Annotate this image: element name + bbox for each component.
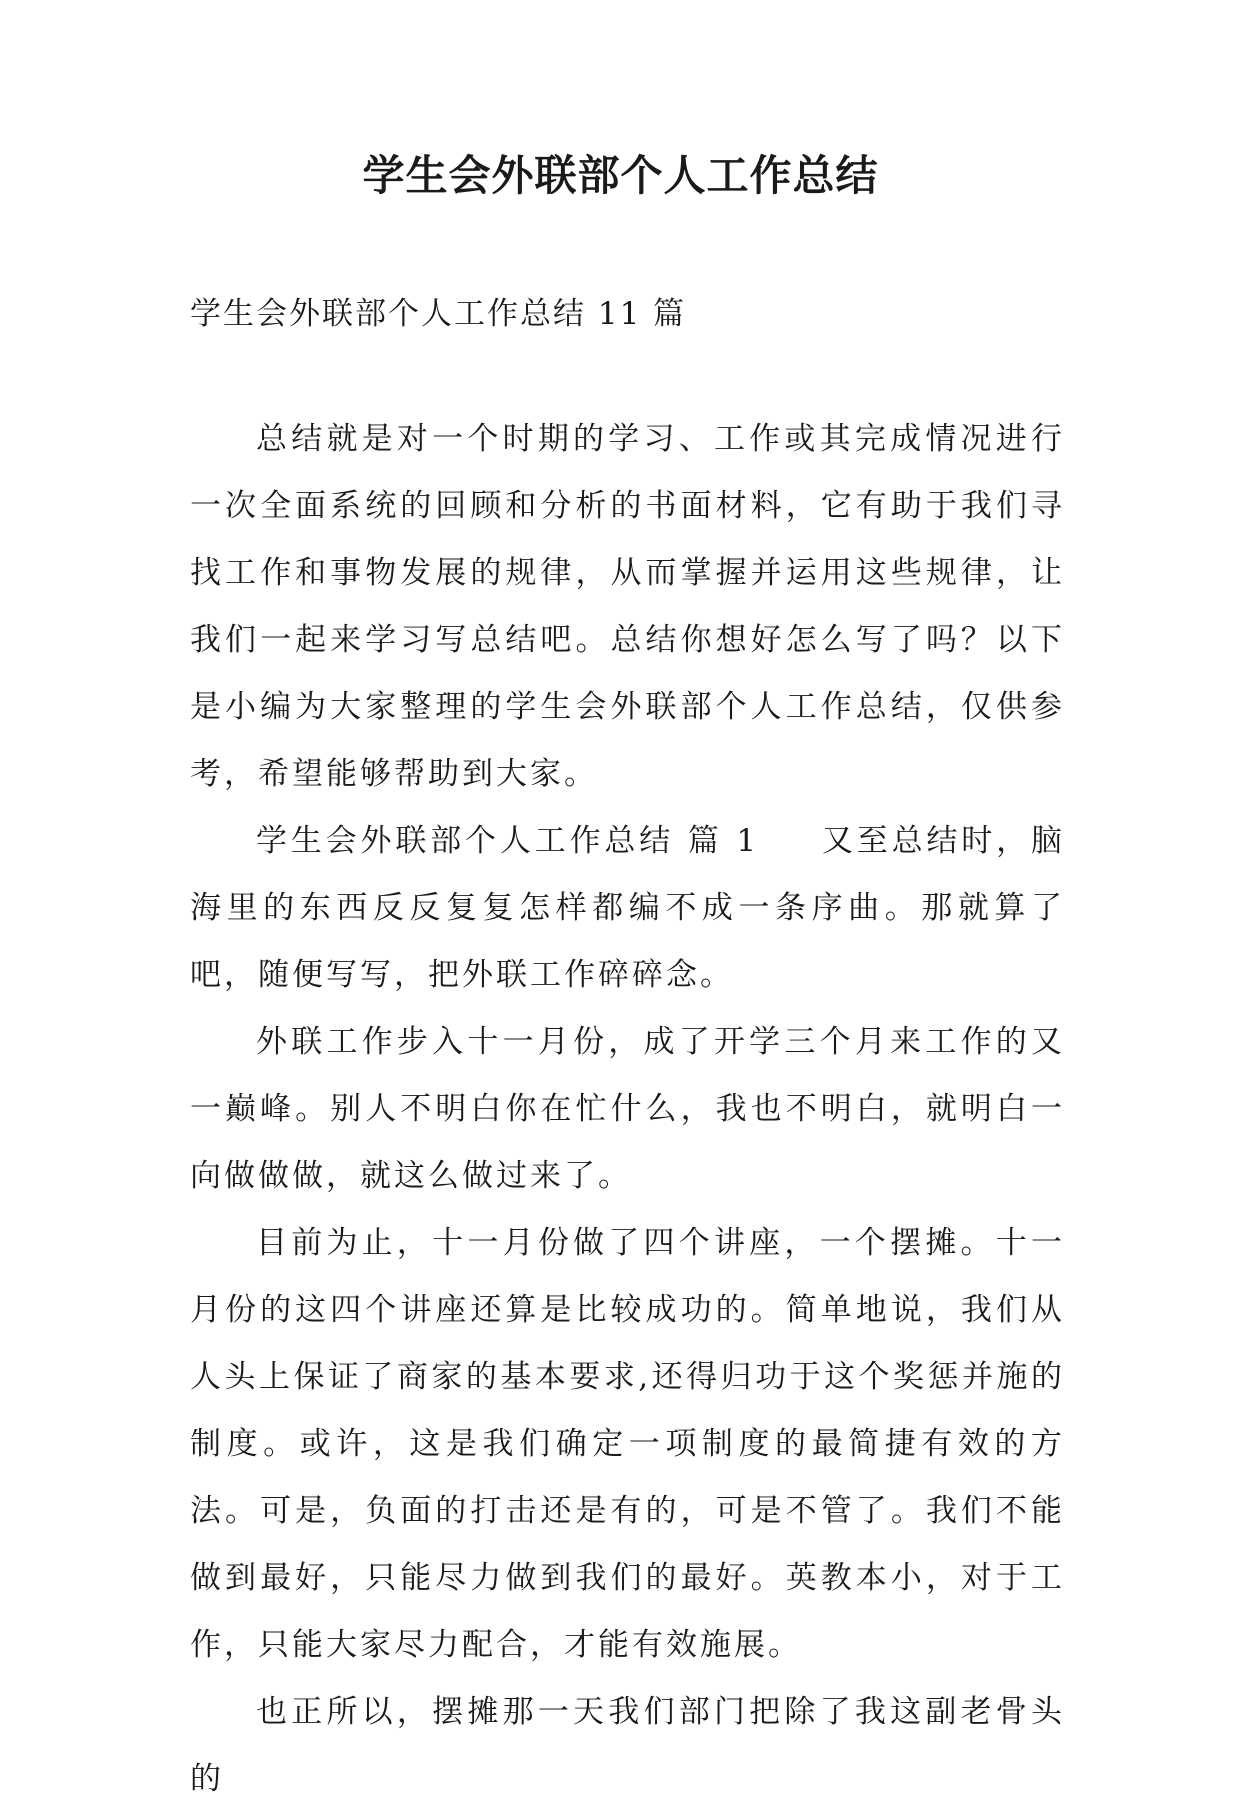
intro-paragraph: 总结就是对一个时期的学习、工作或其完成情况进行一次全面系统的回顾和分析的书面材料，它有助于我们寻找工作和事物发展的规律，从而掌握并运用这些规律，让我们一起来学习写总结吧。总结你想好怎么写了吗？以下是小编为大家整理的学生会外联部个人工作总结，仅供参考，希望能够帮助到大家。 [190, 421, 1065, 792]
document-subtitle: 学生会外联部个人工作总结 11 篇 [190, 296, 687, 332]
section-1-paragraph [190, 808, 1065, 1009]
section-1-text: 又至总结时，脑海里的东西反反复复怎样都编不成一条序曲。那就算了吧，随便写写，把外联工作碎碎念。 [190, 823, 1065, 993]
body-paragraph: 也正所以，摆摊那一天我们部门把除了我这副老骨头的 [190, 1694, 1065, 1797]
section-1-heading: 学生会外联部个人工作总结 篇 1 [256, 823, 760, 859]
body-paragraph: 外联工作步入十一月份，成了开学三个月来工作的又一巅峰。别人不明白你在忙什么，我也不明白，就明白一向做做做，就这么做过来了。 [190, 1024, 1065, 1194]
body-paragraph: 目前为止，十一月份做了四个讲座，一个摆摊。十一月份的这四个讲座还算是比较成功的。简单地说，我们从人头上保证了商家的基本要求,还得归功于这个奖惩并施的制度。或许，这是我们确定一项制度的最简捷有效的方法。可是，负面的打击还是有的，可是不管了。我们不能做到最好，只能尽力做到我们的最好。英教本小，对于工作，只能大家尽力配合，才能有效施展。 [190, 1225, 1065, 1663]
document-body [190, 406, 1065, 1813]
document-title: 学生会外联部个人工作总结 [362, 151, 879, 200]
